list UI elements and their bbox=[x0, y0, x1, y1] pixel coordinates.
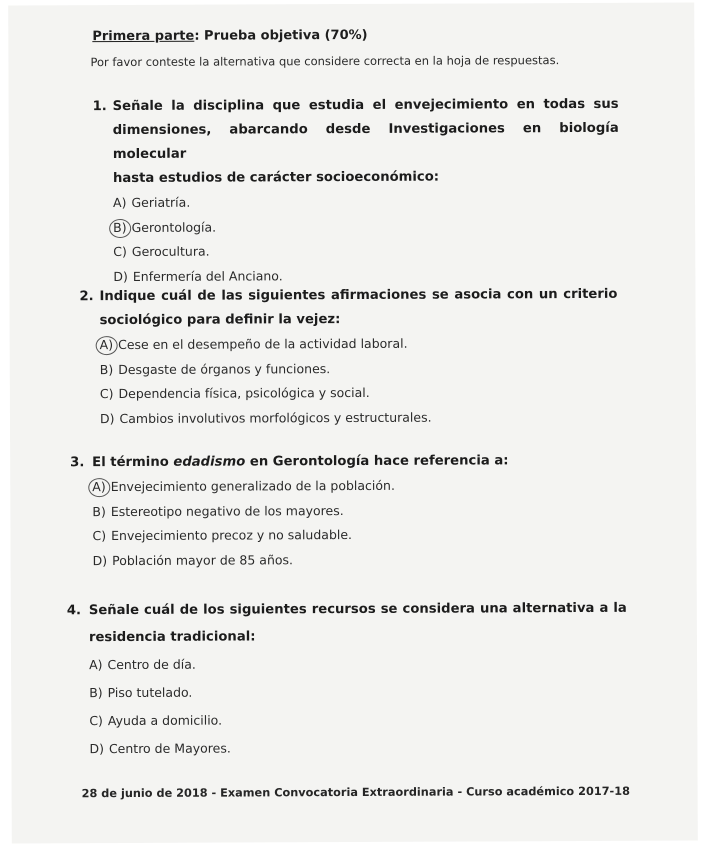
question-3 bbox=[70, 449, 621, 573]
section-heading-underlined: Primera parte bbox=[92, 28, 195, 45]
question-3-italic-term: edadismo bbox=[173, 454, 246, 470]
question-1-option-d[interactable]: D) Enfermería del Anciano. bbox=[113, 267, 283, 284]
exam-page bbox=[8, 3, 698, 844]
question-2-option-b[interactable]: B) Desgaste de órganos y funciones. bbox=[99, 360, 331, 377]
page-footer: 28 de junio de 2018 - Examen Convocatoria Extraordinaria - Curso académico 2017-18 bbox=[81, 784, 630, 801]
question-4-number: 4. bbox=[66, 603, 82, 619]
instructions-text: Por favor conteste la alternativa que considere correcta en la hoja de respuestas. bbox=[90, 53, 560, 70]
question-4-line-1: Señale cuál de los siguientes recursos se considera una alternativa a la bbox=[88, 600, 627, 619]
question-1-stem bbox=[93, 93, 619, 191]
question-2-number: 2. bbox=[79, 289, 94, 305]
section-heading bbox=[92, 28, 367, 44]
question-3-option-b[interactable]: B) Estereotipo negativo de los mayores. bbox=[92, 502, 344, 519]
section-heading-rest: : Prueba objetiva (70%) bbox=[194, 27, 368, 44]
answer-circle-mark: A) bbox=[100, 333, 114, 358]
question-2-option-c[interactable]: C) Dependencia física, psicológica y social. bbox=[99, 384, 370, 402]
question-1-option-a[interactable]: A) Geriatría. bbox=[113, 194, 191, 211]
question-2-line-2: sociológico para definir la vejez: bbox=[99, 312, 341, 329]
question-2-option-d[interactable]: D) Cambios involutivos morfológicos y estructurales. bbox=[99, 409, 432, 426]
answer-circle-mark: B) bbox=[113, 215, 127, 240]
question-3-number: 3. bbox=[70, 455, 85, 471]
question-1-line-2: dimensiones, abarcando desde Investigaciones en biología molecular bbox=[112, 120, 619, 163]
question-1-option-b[interactable]: B) Gerontología. bbox=[113, 213, 619, 240]
question-3-option-c[interactable]: C) Envejecimiento precoz y no saludable. bbox=[92, 527, 353, 544]
question-1-line-1: Señale la disciplina que estudia el envejecimiento en todas sus bbox=[112, 96, 619, 115]
question-4-stem bbox=[67, 595, 627, 651]
question-1-option-c[interactable]: C) Gerocultura. bbox=[113, 243, 210, 260]
answer-circle-mark: A) bbox=[92, 475, 106, 500]
question-2-stem bbox=[79, 283, 617, 333]
question-4-option-c[interactable]: C) Ayuda a domicilio. bbox=[89, 712, 223, 729]
question-3-stem: 3. El término edadismo en Gerontología hace referencia a: bbox=[70, 449, 620, 475]
question-4-option-d[interactable]: D) Centro de Mayores. bbox=[89, 740, 231, 757]
question-2-line-1: Indique cuál de las siguientes afirmaciones se asocia con un criterio bbox=[99, 286, 618, 305]
question-1-line-3: hasta estudios de carácter socioeconómico: bbox=[112, 169, 440, 187]
question-2 bbox=[79, 283, 618, 431]
question-1-number: 1. bbox=[92, 99, 107, 115]
question-3-option-d[interactable]: D) Población mayor de 85 años. bbox=[92, 551, 294, 568]
question-4-option-b[interactable]: B) Piso tutelado. bbox=[89, 684, 193, 701]
question-4-option-a[interactable]: A) Centro de día. bbox=[89, 656, 196, 673]
question-1 bbox=[93, 93, 620, 289]
question-4-line-2: residencia tradicional: bbox=[88, 629, 256, 646]
question-2-option-a[interactable]: A) Cese en el desempeño de la actividad laboral. bbox=[100, 331, 618, 358]
question-4 bbox=[67, 595, 628, 763]
question-3-option-a[interactable]: A) Envejecimiento generalizado de la población. bbox=[92, 473, 620, 500]
